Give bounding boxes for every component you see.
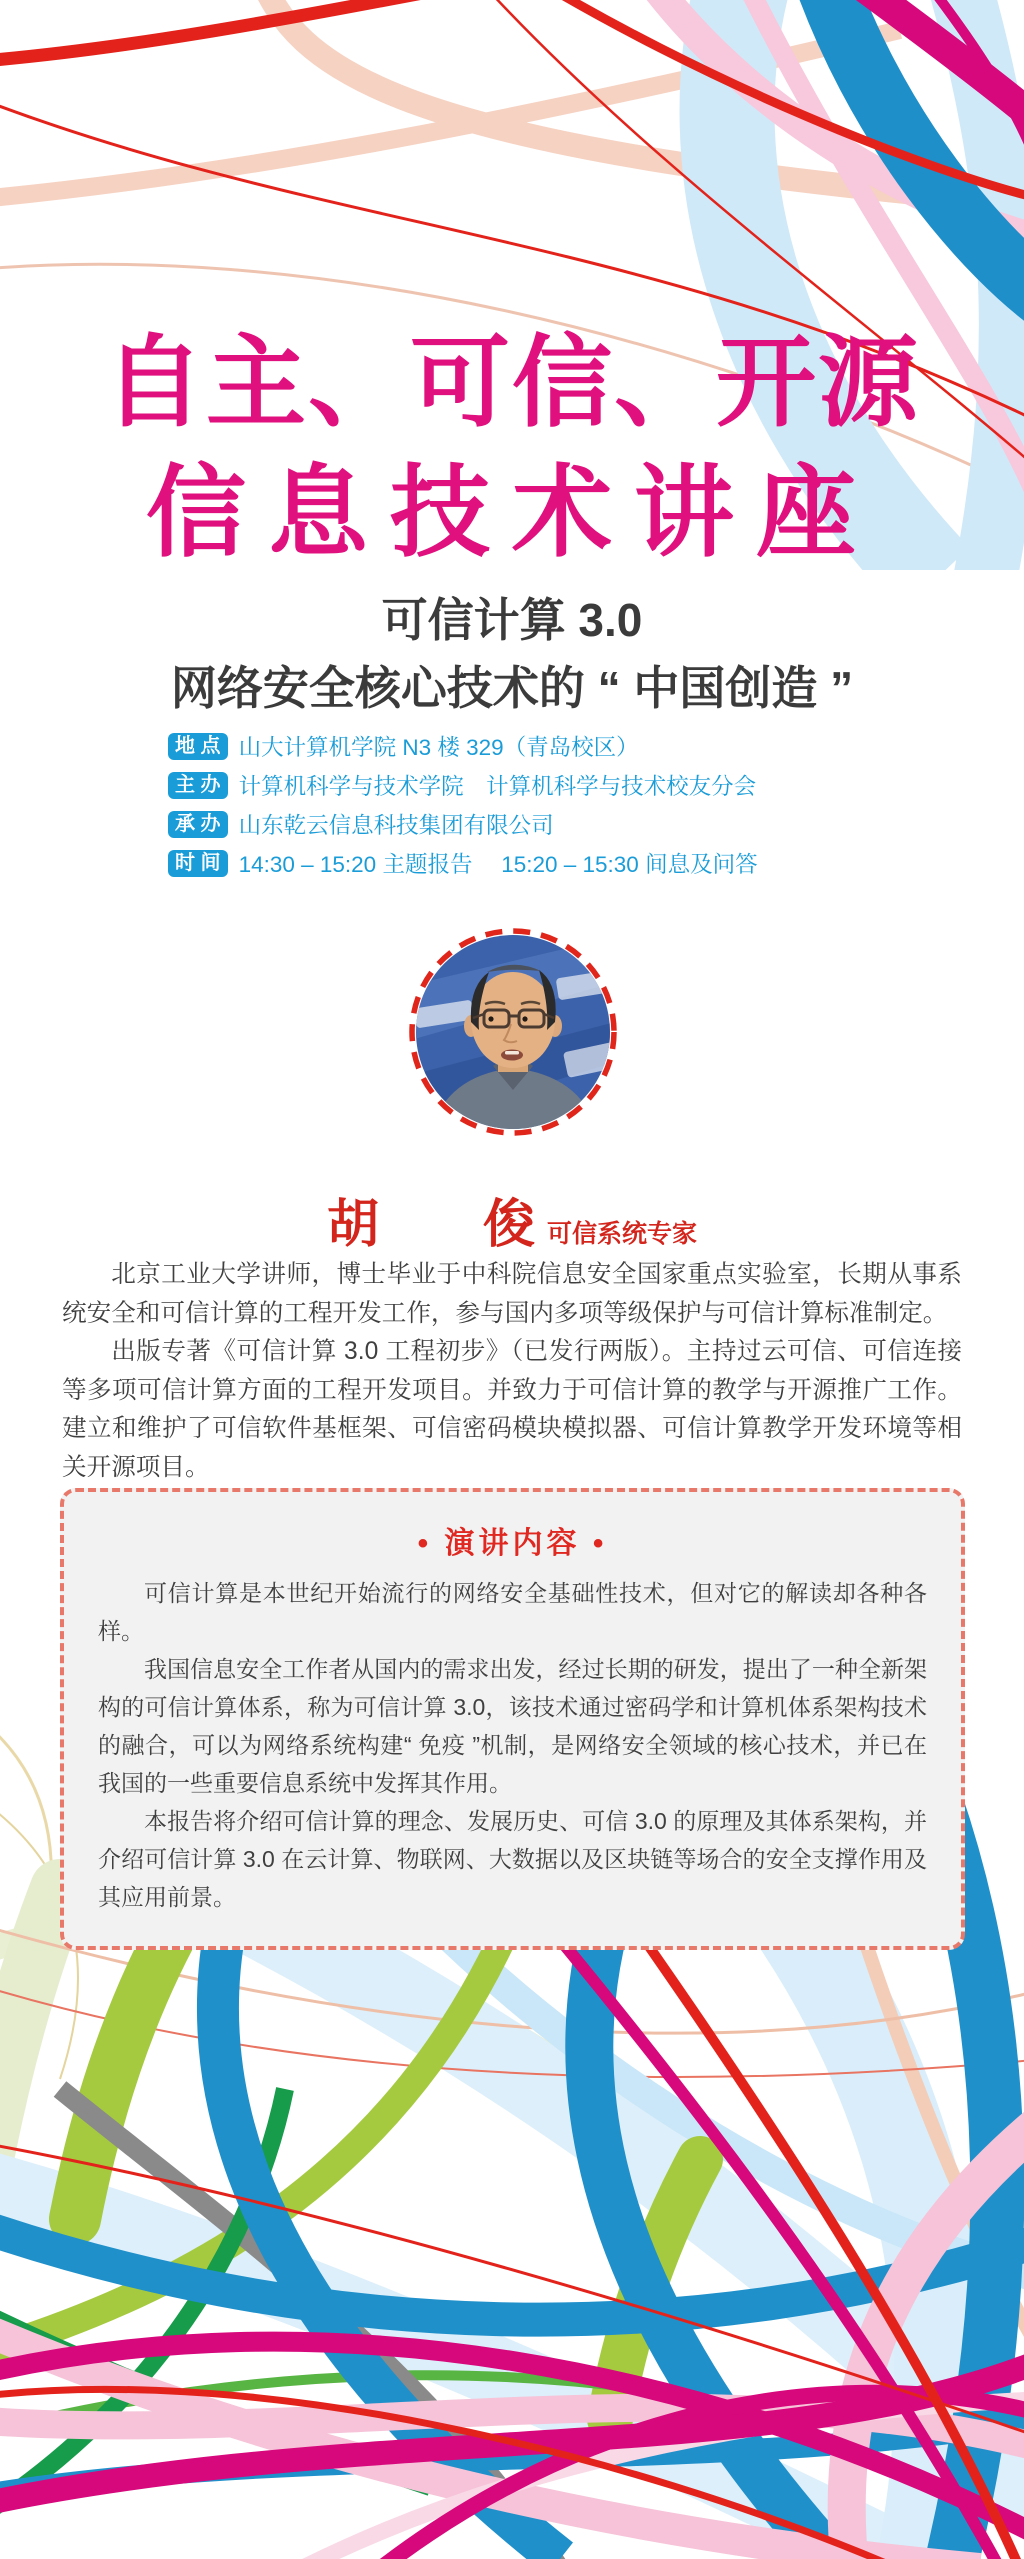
speaker-name-row [0, 1182, 1024, 1257]
page-title [0, 317, 1024, 577]
speaker-portrait-graphic [407, 926, 619, 1138]
subtitle-line-2: 网络安全核心技术的 “ 中国创造 ” [170, 661, 854, 714]
speech-paragraph-2: 我国信息安全工作者从国内的需求出发，经过长期的研发，提出了一种全新架构的可信计算体系，称为可信计算 3.0，该技术通过密码学和计算机体系架构技术的融合，可以为网络系统构建“ 免疫 ”机制，是网络安全领域的核心技术，并已在我国的一些重要信息系统中发挥其作用。 [98, 1656, 927, 1796]
organizer-label-badge: 承 办 [168, 811, 228, 838]
title-line-2: 信息技术讲座 [146, 453, 878, 571]
event-info-list [168, 731, 758, 887]
subtitle-line-1: 可信计算 3.0 [381, 594, 643, 647]
info-row-location [168, 731, 758, 761]
speech-content-title: • 演讲内容 • [417, 1527, 608, 1560]
bio-paragraph-1: 北京工业大学讲师，博士毕业于中科院信息安全国家重点实验室，长期从事系统安全和可信计算的工程开发工作，参与国内多项等级保护与可信计算标准制定。 [62, 1261, 962, 1327]
info-row-organizer [168, 809, 758, 839]
speech-paragraph-3: 本报告将介绍可信计算的理念、发展历史、可信 3.0 的原理及其体系架构，并介绍可信计算 3.0 在云计算、物联网、大数据以及区块链等场合的安全支撑作用及其应用前景。 [98, 1808, 927, 1910]
speech-paragraph-1: 可信计算是本世纪开始流行的网络安全基础性技术，但对它的解读却各种各样。 [98, 1580, 927, 1644]
info-row-time [168, 848, 758, 878]
bio-paragraph-2: 出版专著《可信计算 3.0 工程初步》（已发行两版）。主持过云可信、可信连接等多项可信计算方面的工程开发项目。并致力于可信计算的教学与开源推广工作。建立和维护了可信软件基框架、可信密码模块模拟器、可信计算教学开发环境等相关开源项目。 [62, 1338, 962, 1481]
speaker-photo [407, 926, 619, 1138]
host-label-badge: 主 办 [168, 772, 228, 799]
location-label-badge: 地 点 [168, 733, 228, 760]
title-line-1: 自主、可信、开源 [104, 323, 920, 441]
info-row-host [168, 770, 758, 800]
subtitle [0, 587, 1024, 722]
organizer-value: 山东乾云信息科技集团有限公司 [238, 813, 554, 838]
speech-content-box [60, 1488, 965, 1950]
speaker-name: 胡 俊 [326, 1194, 535, 1255]
speaker-bio [62, 1256, 962, 1488]
time-label-badge: 时 间 [168, 850, 228, 877]
host-value: 计算机科学与技术学院 计算机科学与技术校友分会 [238, 774, 757, 799]
location-value: 山大计算机学院 N3 楼 329（青岛校区） [238, 735, 639, 760]
speaker-title: 可信系统专家 [547, 1220, 698, 1248]
time-value: 14:30 – 15:20 主题报告 15:20 – 15:30 间息及问答 [238, 852, 758, 877]
